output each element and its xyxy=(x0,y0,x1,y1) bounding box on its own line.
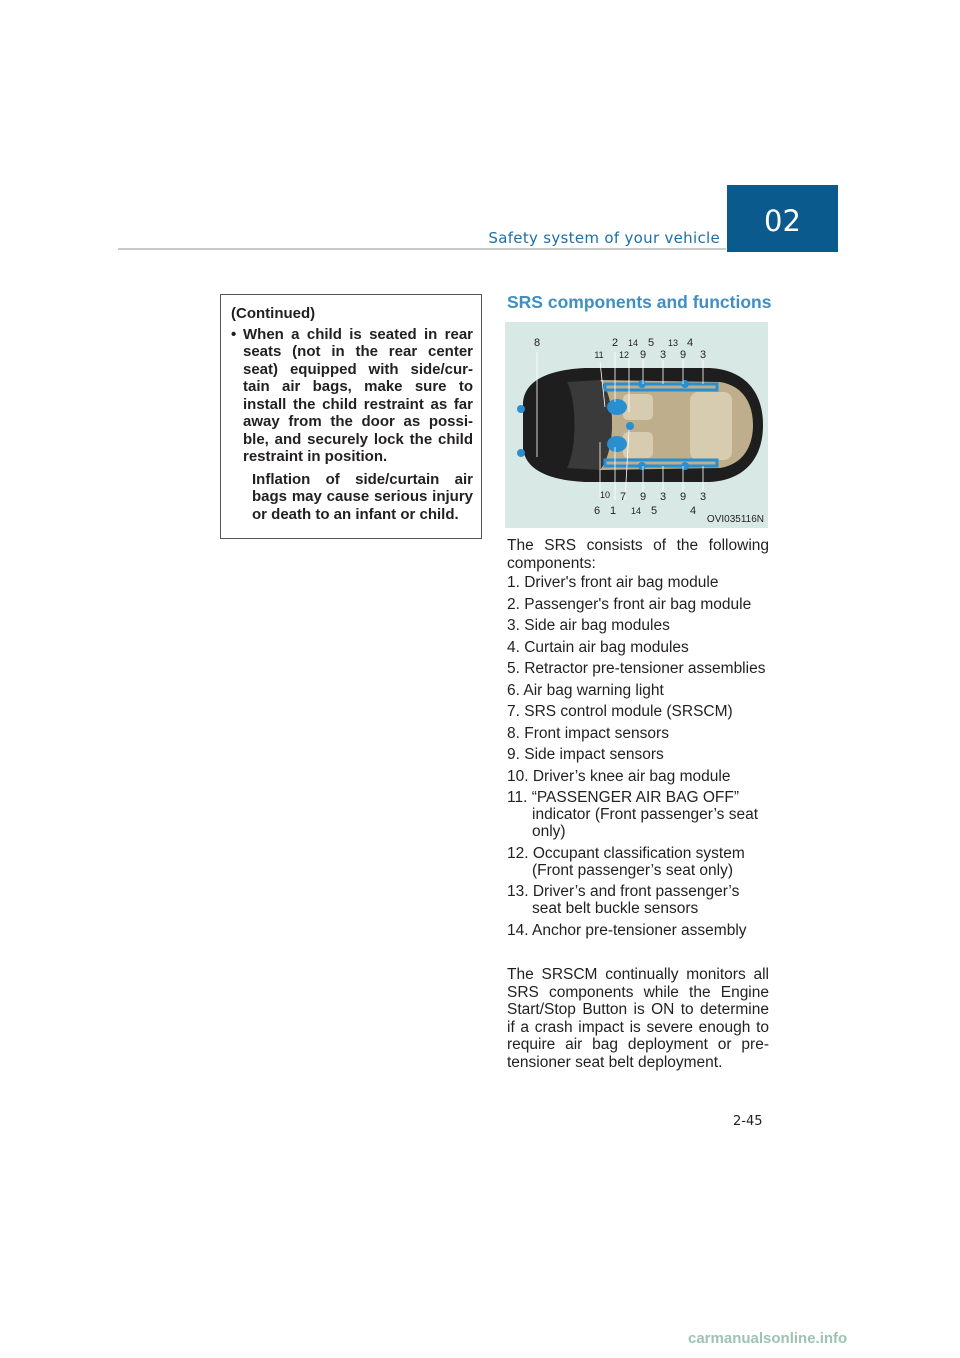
list-item: 4. Curtain air bag modules xyxy=(507,638,689,656)
side-sensor-2 xyxy=(681,380,689,388)
list-item: 6. Air bag warning light xyxy=(507,681,664,699)
caution-bullet xyxy=(231,326,473,466)
summary-text: The SRSCM continually monitors all SRS components while the Engine Start/Stop Button is ON to determine if a crash impact is severe enough to require air bag deployment or pre-tensioner seat belt deployment. xyxy=(507,966,769,1071)
list-item: 13. Driver’s and front passenger’s seat belt buckle sensors xyxy=(507,883,740,917)
list-item: 9. Side impact sensors xyxy=(507,746,664,763)
figure-bottom-label-6: 6 xyxy=(593,505,601,517)
figure-top-label-4: 13 xyxy=(667,338,679,348)
side-sensor-1 xyxy=(638,380,646,388)
list-item: 8. Front impact sensors xyxy=(507,724,669,742)
figure-top-label-1: 2 xyxy=(611,337,619,349)
figure-top-label-7: 12 xyxy=(618,350,630,360)
page-number: 2-45 xyxy=(733,1114,763,1129)
figure-top-label-5: 4 xyxy=(686,337,694,349)
figure-bottom-label-7: 1 xyxy=(609,505,617,517)
header-divider xyxy=(118,248,726,250)
figure-code: OVI035116N xyxy=(706,514,764,525)
srs-diagram-figure xyxy=(505,322,768,528)
figure-bottom-label-2: 9 xyxy=(639,491,647,503)
figure-top-label-11: 3 xyxy=(699,349,707,361)
list-item: 10. Driver’s knee air bag module xyxy=(507,767,731,785)
figure-bottom-label-1: 7 xyxy=(619,491,627,503)
figure-bottom-label-10: 4 xyxy=(689,505,697,517)
list-item: 5. Retractor pre-tensioner assemblies xyxy=(507,660,766,677)
srscm-module xyxy=(626,422,634,430)
watermark: carmanualsonline.info xyxy=(688,1330,848,1347)
passenger-airbag-module xyxy=(607,399,627,415)
caution-box xyxy=(220,294,482,539)
figure-top-label-0: 8 xyxy=(533,337,541,349)
side-sensor-3 xyxy=(638,462,646,470)
caution-paragraph: Inflation of side/curtain air bags may cause serious injury or death to an infant or child. xyxy=(252,470,473,523)
header-section-title: Safety system of your vehicle xyxy=(488,229,720,247)
srs-car-diagram xyxy=(505,322,768,528)
rear-seat xyxy=(690,392,732,460)
figure-bottom-label-4: 9 xyxy=(679,491,687,503)
list-item: 14. Anchor pre-tensioner assembly xyxy=(507,921,747,939)
list-item: 1. Driver's front air bag module xyxy=(507,574,719,591)
figure-bottom-label-0: 10 xyxy=(599,490,611,500)
front-seat-passenger xyxy=(623,394,653,420)
chapter-tab: 02 xyxy=(727,185,838,252)
bullet-icon: • xyxy=(231,325,237,343)
figure-bottom-label-9: 5 xyxy=(650,505,658,517)
figure-bottom-label-3: 3 xyxy=(659,491,667,503)
list-item: 3. Side air bag modules xyxy=(507,617,670,634)
figure-bottom-label-8: 14 xyxy=(630,506,642,516)
driver-airbag-module xyxy=(607,436,627,452)
figure-top-label-3: 5 xyxy=(647,337,655,349)
list-item: 7. SRS control module (SRSCM) xyxy=(507,703,733,720)
section-heading: SRS components and functions xyxy=(507,292,772,312)
list-item: 2. Passenger's front air bag module xyxy=(507,595,752,613)
front-sensor-2 xyxy=(517,449,525,457)
figure-bottom-label-5: 3 xyxy=(699,491,707,503)
intro-text: The SRS consists of the following components: xyxy=(507,537,769,572)
list-item: 12. Occupant classification system (Front passenger’s seat only) xyxy=(507,844,745,879)
front-sensor-1 xyxy=(517,405,525,413)
caution-bullet-text: When a child is seated in rear seats (not in the rear center seat) equipped with side/cur-tain air bags, make sure to install the child restraint as far away from the door as possi-ble, and securely lock the child restraint in position. xyxy=(243,325,473,465)
side-sensor-4 xyxy=(681,462,689,470)
component-list xyxy=(507,574,769,943)
caution-continued: (Continued) xyxy=(231,305,316,322)
list-item: 11. “PASSENGER AIR BAG OFF” indicator (Front passenger’s seat only) xyxy=(507,789,759,840)
figure-top-label-6: 11 xyxy=(594,350,604,360)
figure-top-label-10: 9 xyxy=(679,349,687,361)
figure-top-label-8: 9 xyxy=(639,349,647,361)
figure-top-label-2: 14 xyxy=(627,338,639,348)
figure-top-label-9: 3 xyxy=(659,349,667,361)
